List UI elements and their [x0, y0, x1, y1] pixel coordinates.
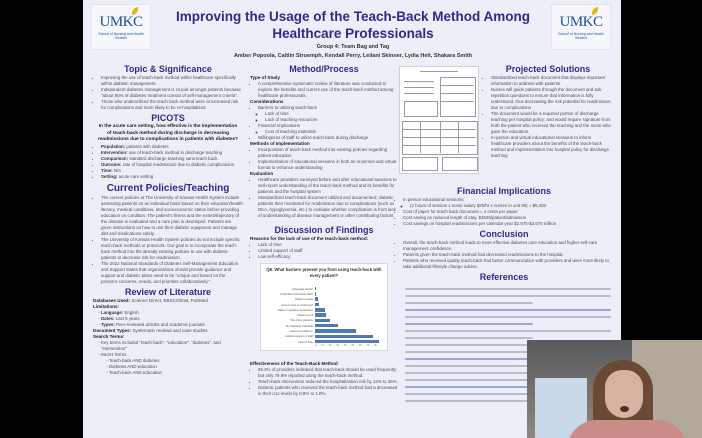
bar-label: Language barrier: [291, 286, 313, 291]
effect-item: • 86.3% of providers indicated that teach-back should be used frequently but only 79.8% reported using the teach-back method.: [258, 367, 398, 379]
x-tick: 40: [343, 344, 347, 347]
teach-back-document-image: [399, 66, 479, 174]
solutions-heading: Projected Solutions: [505, 64, 591, 74]
topic-section: [93, 64, 243, 111]
financial-section: [395, 186, 613, 227]
method-heading: Method/Process: [289, 64, 359, 74]
picots-section: [93, 113, 243, 180]
search-terms-label: Search Terms:: [93, 333, 125, 339]
conclusion-section: [395, 229, 613, 270]
method-item: • Healthcare providers surveyed before and after educational sessions to self-report understanding of the teach-back method and its benefits for patients and the hospital system: [258, 177, 398, 195]
bar: [315, 335, 373, 339]
x-tick: 80: [374, 344, 377, 347]
financial-item: • Cost saving on reduced length of stay, $3529/patient/admission: [403, 215, 613, 221]
financial-item: • In person educational sessions:: [403, 197, 613, 203]
effectiveness-label: Effectiveness of the Teach-Back Method: [250, 361, 338, 366]
picots-item: • Intervention: use of teach-back method in discharge teaching: [101, 150, 243, 156]
databases: Databases Used: Science Direct, EBSCOhost, PubMed: [93, 297, 208, 303]
bar: [315, 303, 319, 307]
chart-title: Q8. What barriers prevent you from using teach-back with every patient?: [266, 267, 382, 278]
column-right: [483, 64, 613, 161]
bar: [315, 308, 325, 312]
column-form: [395, 64, 480, 174]
limitation-item: - Dates: Last 5 years: [101, 316, 243, 322]
x-tick: 30: [336, 344, 340, 347]
topic-heading: Topic & Significance: [124, 64, 212, 74]
chart-bars: [269, 286, 381, 344]
picots-item: • Outcome: rate of hospital readmission due to diabetic complications: [101, 162, 243, 168]
x-tick: 70: [366, 344, 370, 347]
bar: [315, 329, 356, 333]
method-subitem: ◦ Lack of time: [265, 111, 398, 117]
bar: [315, 319, 330, 323]
mesh-item: - Teach-back AND diabetes: [109, 358, 243, 364]
column-middle: [250, 64, 398, 399]
bar-label: Patient cognitive impairment: [277, 307, 313, 312]
x-tick: 0: [315, 344, 317, 347]
reason-item: • Limited support of staff: [258, 248, 398, 254]
policy-item: • The current policies at The University of Kansas Health System include assessing patients on an individual basis based on their education/health literacy, medical conditions, and socioeconomic status before providing education on condition. The patient's illness and the extent/trajectory of the disease is evaluated and a care plan is developed. Patients are given instructions on how to use their diabetic equipment and manage diet and medications safely.: [101, 195, 243, 237]
financial-heading: Financial Implications: [456, 186, 552, 196]
x-tick: 60: [358, 344, 362, 347]
bar-label: Too many patients: [290, 318, 313, 323]
bar: [315, 292, 316, 296]
policy-item: • The University of Kansas Health System policies do not include specific teach-back methods or protocols. Our goal is to incorporate the teach-back method into the already existing policies to use with diabetic patients to decrease risk for readmission.: [101, 237, 243, 261]
key-terms: - Key terms included "teach-back", "education", "diabetes", and "intervention": [101, 340, 243, 352]
review-heading: Review of Literature: [124, 286, 212, 297]
method-item: • Incorporation of teach-back method into existing policies regarding patient education: [258, 147, 398, 159]
mesh-label: - MeSH Terms: [101, 352, 243, 358]
topic-item: • Improving the use of teach-back method within healthcare specifically within diabetic management.: [101, 75, 243, 87]
topic-item: • Independent diabetes management is crucial amongst patients because "about 95% of diabetes treatment consist of self-management criteria".: [101, 87, 243, 99]
conclusion-item: • Patients who received quality teach-back had better communication with providers and were more likely to take additional lifestyle change advice.: [403, 258, 613, 270]
policies-heading: Current Policies/Teaching: [106, 182, 230, 194]
solution-item: • Standardized teach-back document that displays important information to address with patients: [491, 75, 613, 87]
method-subitem: ◦ Lack of teaching resources: [265, 117, 398, 123]
bar: [315, 287, 316, 291]
solution-item: • In-person and virtual educational sessions to inform healthcare providers about the benefits of the teach-back method and implementation into hospital policy for discharge teaching: [491, 135, 613, 159]
bar-label: Unsure how to implement: [281, 302, 313, 307]
barriers-chart: [260, 263, 388, 351]
chart-x-axis: [315, 344, 377, 347]
authors: Amber Popoola, Caitlin Struemph, Kendall Perry, Leilani Skinner, Lydia Helt, Shakara Smith: [233, 53, 473, 59]
bar: [315, 340, 379, 344]
bar-label: No teaching materials: [285, 323, 313, 328]
limitation-item: - Language: English: [101, 310, 243, 316]
bar: [315, 324, 338, 328]
reason-item: • Lack of time: [258, 242, 398, 248]
method-item: • Implementation of educational sessions in both an in-person and virtual format to enhance understanding: [258, 159, 398, 171]
method-item: • Willingness of staff to utilize teach-back during discharge: [258, 135, 398, 141]
evaluation-label: Evaluation: [250, 171, 274, 176]
method-item: • Standardized teach-back document utilized and documented; diabetic patients then monitored for readmission due to complications (such as DKA, hypoglycemia, etc.) to evaluate whether complication is from lack of understanding of disease management or other contributing factors: [258, 195, 398, 219]
reason-item: • Low self-efficacy: [258, 254, 398, 260]
x-tick: 50: [351, 344, 355, 347]
logo-mark: UMKC: [559, 14, 603, 30]
doctypes: Document Types: Systematic reviews and case studies: [93, 327, 208, 333]
bar-label: Unfamiliar with teach-back: [280, 291, 313, 296]
picots-item: • Population: patients with diabetes: [101, 144, 243, 150]
solutions-section: [483, 64, 613, 159]
considerations-label: Considerations: [250, 99, 284, 104]
conclusion-item: • Overall, the teach-back method leads to more effective diabetes care education and higher self-care management confidence.: [403, 240, 613, 252]
discussion-section: [250, 225, 398, 397]
picots-heading: PICOTS: [151, 113, 185, 123]
limitation-item: - Types: Peer-reviewed articles and academic journals: [101, 322, 243, 328]
x-tick: 10: [321, 344, 324, 347]
conclusion-heading: Conclusion: [479, 229, 529, 239]
review-section: [93, 287, 243, 376]
mesh-item: - Teach-back AND education: [109, 370, 243, 376]
logo-subtitle: School of Nursing and Health Studies: [558, 32, 604, 40]
group-name: Group 4: Team Bag and Tag: [316, 44, 390, 50]
logo-mark: UMKC: [99, 14, 143, 30]
method-subitem: ◦ Cost of teaching materials: [265, 129, 398, 135]
bar-label: Lack of time: [297, 339, 313, 344]
limitations-label: Limitations:: [93, 303, 120, 309]
financial-item: • Cost savings on hospital readmissions per calendar year $2.975-$3.570 million: [403, 221, 613, 227]
implementation-label: Methods of Implementation: [250, 141, 310, 146]
mesh-item: - Diabetes AND education: [109, 364, 243, 370]
references-heading: References: [479, 272, 529, 282]
financial-item: • Cost of paper for teach back document = 4 cents per paper: [403, 209, 613, 215]
conclusion-item: • Patients given the teach-back method had decreased readmissions to the hospital.: [403, 252, 613, 258]
x-tick: 20: [328, 344, 332, 347]
bar-label: Limited support of staff: [284, 334, 313, 339]
solution-item: • The document would be a required portion of discharge teaching per hospital policy; and would require signature from both the patient who received the teaching and the nurse who gave the education.: [491, 111, 613, 135]
umkc-logo-right: [551, 4, 611, 50]
bar-label: Patient refusal: [295, 297, 313, 302]
bar-label: Lack of confidence: [289, 329, 313, 334]
policies-section: [93, 182, 243, 285]
effect-item: • Diabetic patients who received the teach-back method had a decreased in their A1c levels by 0.8% to 1.0%.: [258, 385, 398, 397]
method-section: [250, 64, 398, 219]
method-item: • A comprehensive systematic review of literature was conducted to explore the benefits and current use of the teach-back method among healthcare professionals.: [258, 81, 398, 99]
umkc-logo-left: [91, 4, 151, 50]
policy-item: • The 2022 National Standards of Diabetes Self-Management Education and Support states that organizations should provide guidance and support and diabetic plans need to be "unique and based on the person's concerns, needs, and priorities collaboratively.": [101, 261, 243, 285]
bar-label: Patient too ill: [296, 313, 313, 318]
logo-subtitle: School of Nursing and Health Studies: [98, 32, 144, 40]
method-item: • Barriers to utilizing teach-back: [258, 105, 398, 111]
topic-item: • Those who underutilized the teach back method were at increased risk for complications and more likely to be re-hospitalized.: [101, 99, 243, 111]
picots-item: • Time: N/A: [101, 168, 243, 174]
picots-question: In the acute care setting, how effective is the implementation of teach-back method during discharge in decreasing readmissions due to complications in patients with diabetes?: [97, 124, 239, 142]
method-item: • Financial Implications: [258, 123, 398, 129]
column-left: [93, 64, 243, 378]
discussion-heading: Discussion of Findings: [274, 225, 374, 235]
poster-header: [83, 0, 621, 64]
picots-item: • Comparison: standard discharge teaching sans teach back: [101, 156, 243, 162]
financial-subitem: ◦ (2 hours of session x nurse salary $30/hr x nurses in unit 90) = $5,400: [410, 203, 613, 209]
solution-item: • Nurses will guide patients through the document and ask repetition questions to ensure that information is fully understood, thus decreasing the risk potential for readmission due to complications: [491, 87, 613, 111]
effect-item: • Teach-back intervention reduced the hospitalization risk by 12% to 36%.: [258, 379, 398, 385]
picots-item: • Setting: acute care setting: [101, 174, 243, 180]
reasons-label: Reasons for the lack of use of the teach-back method:: [250, 236, 369, 241]
bar: [315, 313, 326, 317]
poster-title: Improving the Usage of the Teach-Back Method Among Healthcare Professionals: [175, 9, 531, 41]
bar: [315, 297, 318, 301]
presenter-webcam: [527, 340, 702, 438]
type-of-study-label: Type of Study: [250, 75, 281, 80]
